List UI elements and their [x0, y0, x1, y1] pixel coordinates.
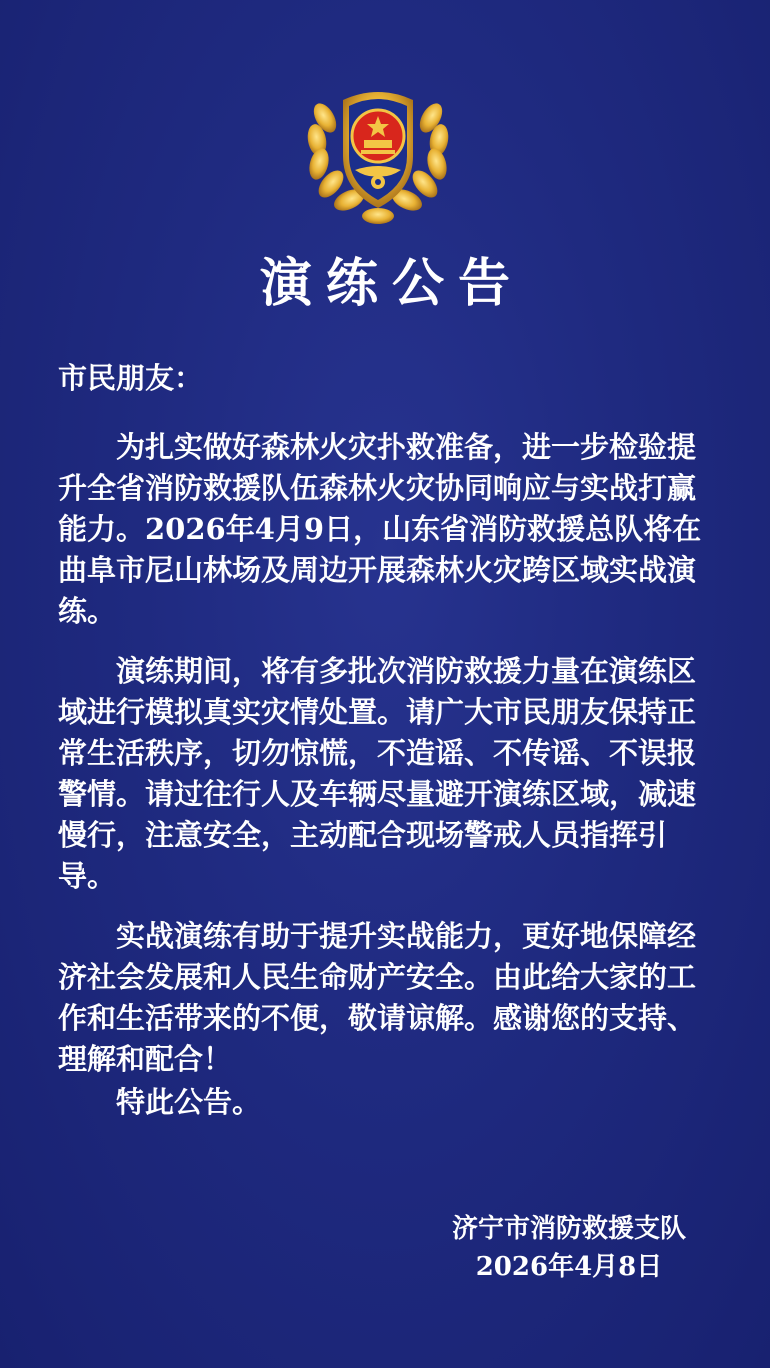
- salutation: 市民朋友：: [58, 361, 204, 395]
- signature-block: [452, 1210, 686, 1286]
- closing-line: 特此公告。: [116, 1085, 262, 1119]
- notice-paragraph-2: 演练期间，将有多批次消防救援力量在演练区域进行模拟真实灾情处置。请广大市民朋友保持正常生活秩序，切勿惊慌，不造谣、不传谣、不误报警情。请过往行人及车辆尽量避开演练区域，减速慢行，注意安全，主动配合现场警戒人员指挥引导。: [58, 654, 697, 893]
- notice-paragraph-1: 为扎实做好森林火灾扑救准备，进一步检验提升全省消防救援队伍森林火灾协同响应与实战打赢能力。2026年4月9日，山东省消防救援总队将在曲阜市尼山林场及周边开展森林火灾跨区域实战演练。: [58, 430, 702, 628]
- issuer-name: 济宁市消防救援支队: [451, 1214, 686, 1244]
- issue-date: 2026年4月8日: [475, 1252, 663, 1282]
- notice-paragraph-3: 实战演练有助于提升实战能力，更好地保障经济社会发展和人民生命财产安全。由此给大家的工作和生活带来的不便，敬请谅解。感谢您的支持、理解和配合！: [58, 919, 697, 1076]
- page-title: 演练公告: [259, 253, 524, 314]
- fire-rescue-emblem-icon: [303, 78, 453, 226]
